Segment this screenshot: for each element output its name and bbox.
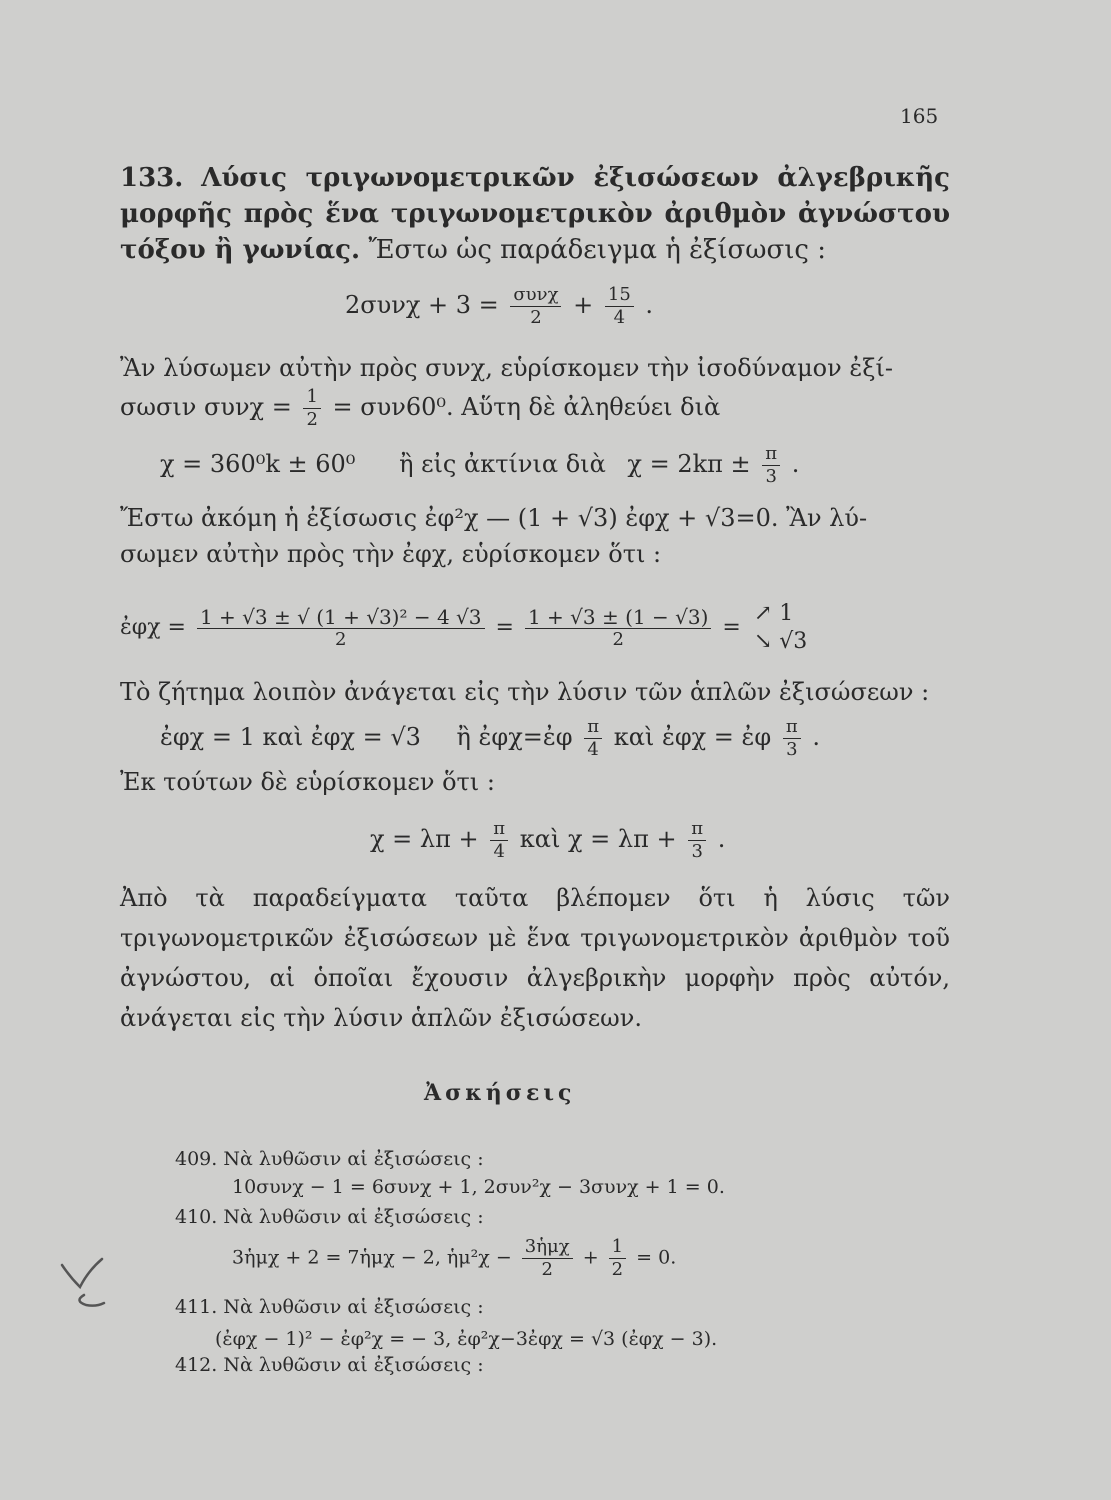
exercises-heading: Ἀσκήσεις [424, 1080, 576, 1106]
paragraph-4: Ἐκ τούτων δὲ εὑρίσκομεν ὅτι : [120, 768, 495, 796]
section-intro: Ἔστω ὡς παράδειγμα ἡ ἐξίσωσις : [368, 235, 827, 265]
paragraph-2: Ἔστω ἀκόμη ἡ ἐξίσωσις ἐφ²χ — (1 + √3) ἐφχ + √3=0. Ἂν λύ- [120, 504, 868, 532]
fraction: $\frac{\text{συνχ}}{2}$ [510, 284, 561, 329]
section-number: 133. [120, 163, 184, 193]
paragraph-1: Ἂν λύσωμεν αὐτὴν πρὸς συνχ, εὑρίσκομεν τὴν ἰσοδύναμον ἐξί- [120, 354, 893, 382]
fraction: $\frac{\text{1 + √3 ± √ (1 + √3)² − 4 √3}}{2}$ [197, 606, 485, 651]
root-one: ↗ 1 [753, 601, 794, 626]
paragraph-5: Ἀπὸ τὰ παραδείγματα ταῦτα βλέπομεν ὅτι ἡ λύσις τῶν τριγωνομετρικῶν ἐξισώσεων μὲ ἕνα τριγωνομετρικὸν ἀριθμὸν τοῦ ἀγνώστου, αἱ ὁποῖαι ἔχουσιν ἀλγεβρικὴν μορφὴν πρὸς αὐτόν, ἀνάγεται εἰς τὴν λύσιν ἁπλῶν ἐξισώσεων. [120, 884, 950, 1032]
equation-5: χ = λπ + $\frac{\pi}{4}$ καὶ χ = λπ + $\frac{\pi}{3}$ . [370, 818, 726, 862]
exercise-410-equation: 3ἡμχ + 2 = 7ἡμχ − 2, ἡμ²χ − $\frac{\text{3ἡμχ}}{2}$ + $\frac{1}{2}$ = 0. [232, 1236, 677, 1280]
page-number: 165 [900, 104, 939, 128]
exercise-410: 410. Νὰ λυθῶσιν αἱ ἐξισώσεις : [175, 1206, 484, 1228]
fraction: $\frac{15}{4}$ [605, 284, 634, 329]
fraction: $\frac{\pi}{4}$ [584, 716, 602, 761]
handwritten-check-mark-icon [58, 1253, 118, 1313]
equation-4: ἐφχ = 1 καὶ ἐφχ = √3 ἢ ἐφχ=ἐφ $\frac{\pi}{4}$ καὶ ἐφχ = ἐφ $\frac{\pi}{3}$ . [160, 716, 820, 760]
paragraph-1-continued: σωσιν συνχ = $\frac{1}{2}$ = συν60⁰. Αὕτη δὲ ἀληθεύει διὰ [120, 386, 721, 430]
root-two: ↘ √3 [753, 629, 808, 654]
exercise-409: 409. Νὰ λυθῶσιν αἱ ἐξισώσεις : [175, 1148, 484, 1170]
paragraph-2-continued: σωμεν αὐτὴν πρὸς τὴν ἐφχ, εὑρίσκομεν ὅτι : [120, 540, 662, 568]
exercise-409-equation: 10συνχ − 1 = 6συνχ + 1, 2συν²χ − 3συνχ + 1 = 0. [232, 1176, 725, 1198]
section-heading [120, 160, 950, 268]
fraction: $\frac{\pi}{3}$ [762, 443, 780, 488]
fraction: $\frac{\pi}{3}$ [783, 716, 801, 761]
exercise-411: 411. Νὰ λυθῶσιν αἱ ἐξισώσεις : [175, 1296, 484, 1318]
fraction: $\frac{\text{3ἡμχ}}{2}$ [522, 1236, 573, 1281]
exercise-411-equation: (ἐφχ − 1)² − ἐφ²χ = − 3, ἐφ²χ−3ἐφχ = √3 (ἐφχ − 3). [215, 1328, 718, 1350]
fraction: $\frac{\pi}{3}$ [688, 818, 706, 863]
equation-1: 2συνχ + 3 = $\frac{\text{συνχ}}{2}$ + $\frac{15}{4}$ . [345, 284, 654, 328]
exercise-412: 412. Νὰ λυθῶσιν αἱ ἐξισώσεις : [175, 1354, 484, 1376]
paragraph-3: Τὸ ζήτημα λοιπὸν ἀνάγεται εἰς τὴν λύσιν τῶν ἁπλῶν ἐξισώσεων : [120, 678, 930, 706]
equation-3: ἐφχ = $\frac{\text{1 + √3 ± √ (1 + √3)² − 4 √3}}{2}$ = $\frac{1 + √3 \pm (1 - √3)}{2}$ = ↗ 1 ↘ √3 [120, 601, 808, 654]
fraction: $\frac{1 + √3 \pm (1 - √3)}{2}$ [525, 606, 711, 651]
fraction: $\frac{1}{2}$ [303, 386, 320, 431]
result-roots [754, 600, 807, 656]
fraction: $\frac{\pi}{4}$ [490, 818, 508, 863]
section-title: Λύσις τριγωνομετρικῶν ἐξισώσεων ἀλγεβρικῆς μορφῆς πρὸς ἕνα τριγωνομετρικὸν ἀριθμὸν ἀγνώστου τόξου ἢ γωνίας. [120, 163, 950, 265]
equation-2: χ = 360⁰k ± 60⁰ ἢ εἰς ἀκτίνια διὰ χ = 2kπ ± $\frac{\pi}{3}$ . [160, 443, 800, 487]
fraction: $\frac{1}{2}$ [609, 1236, 626, 1281]
